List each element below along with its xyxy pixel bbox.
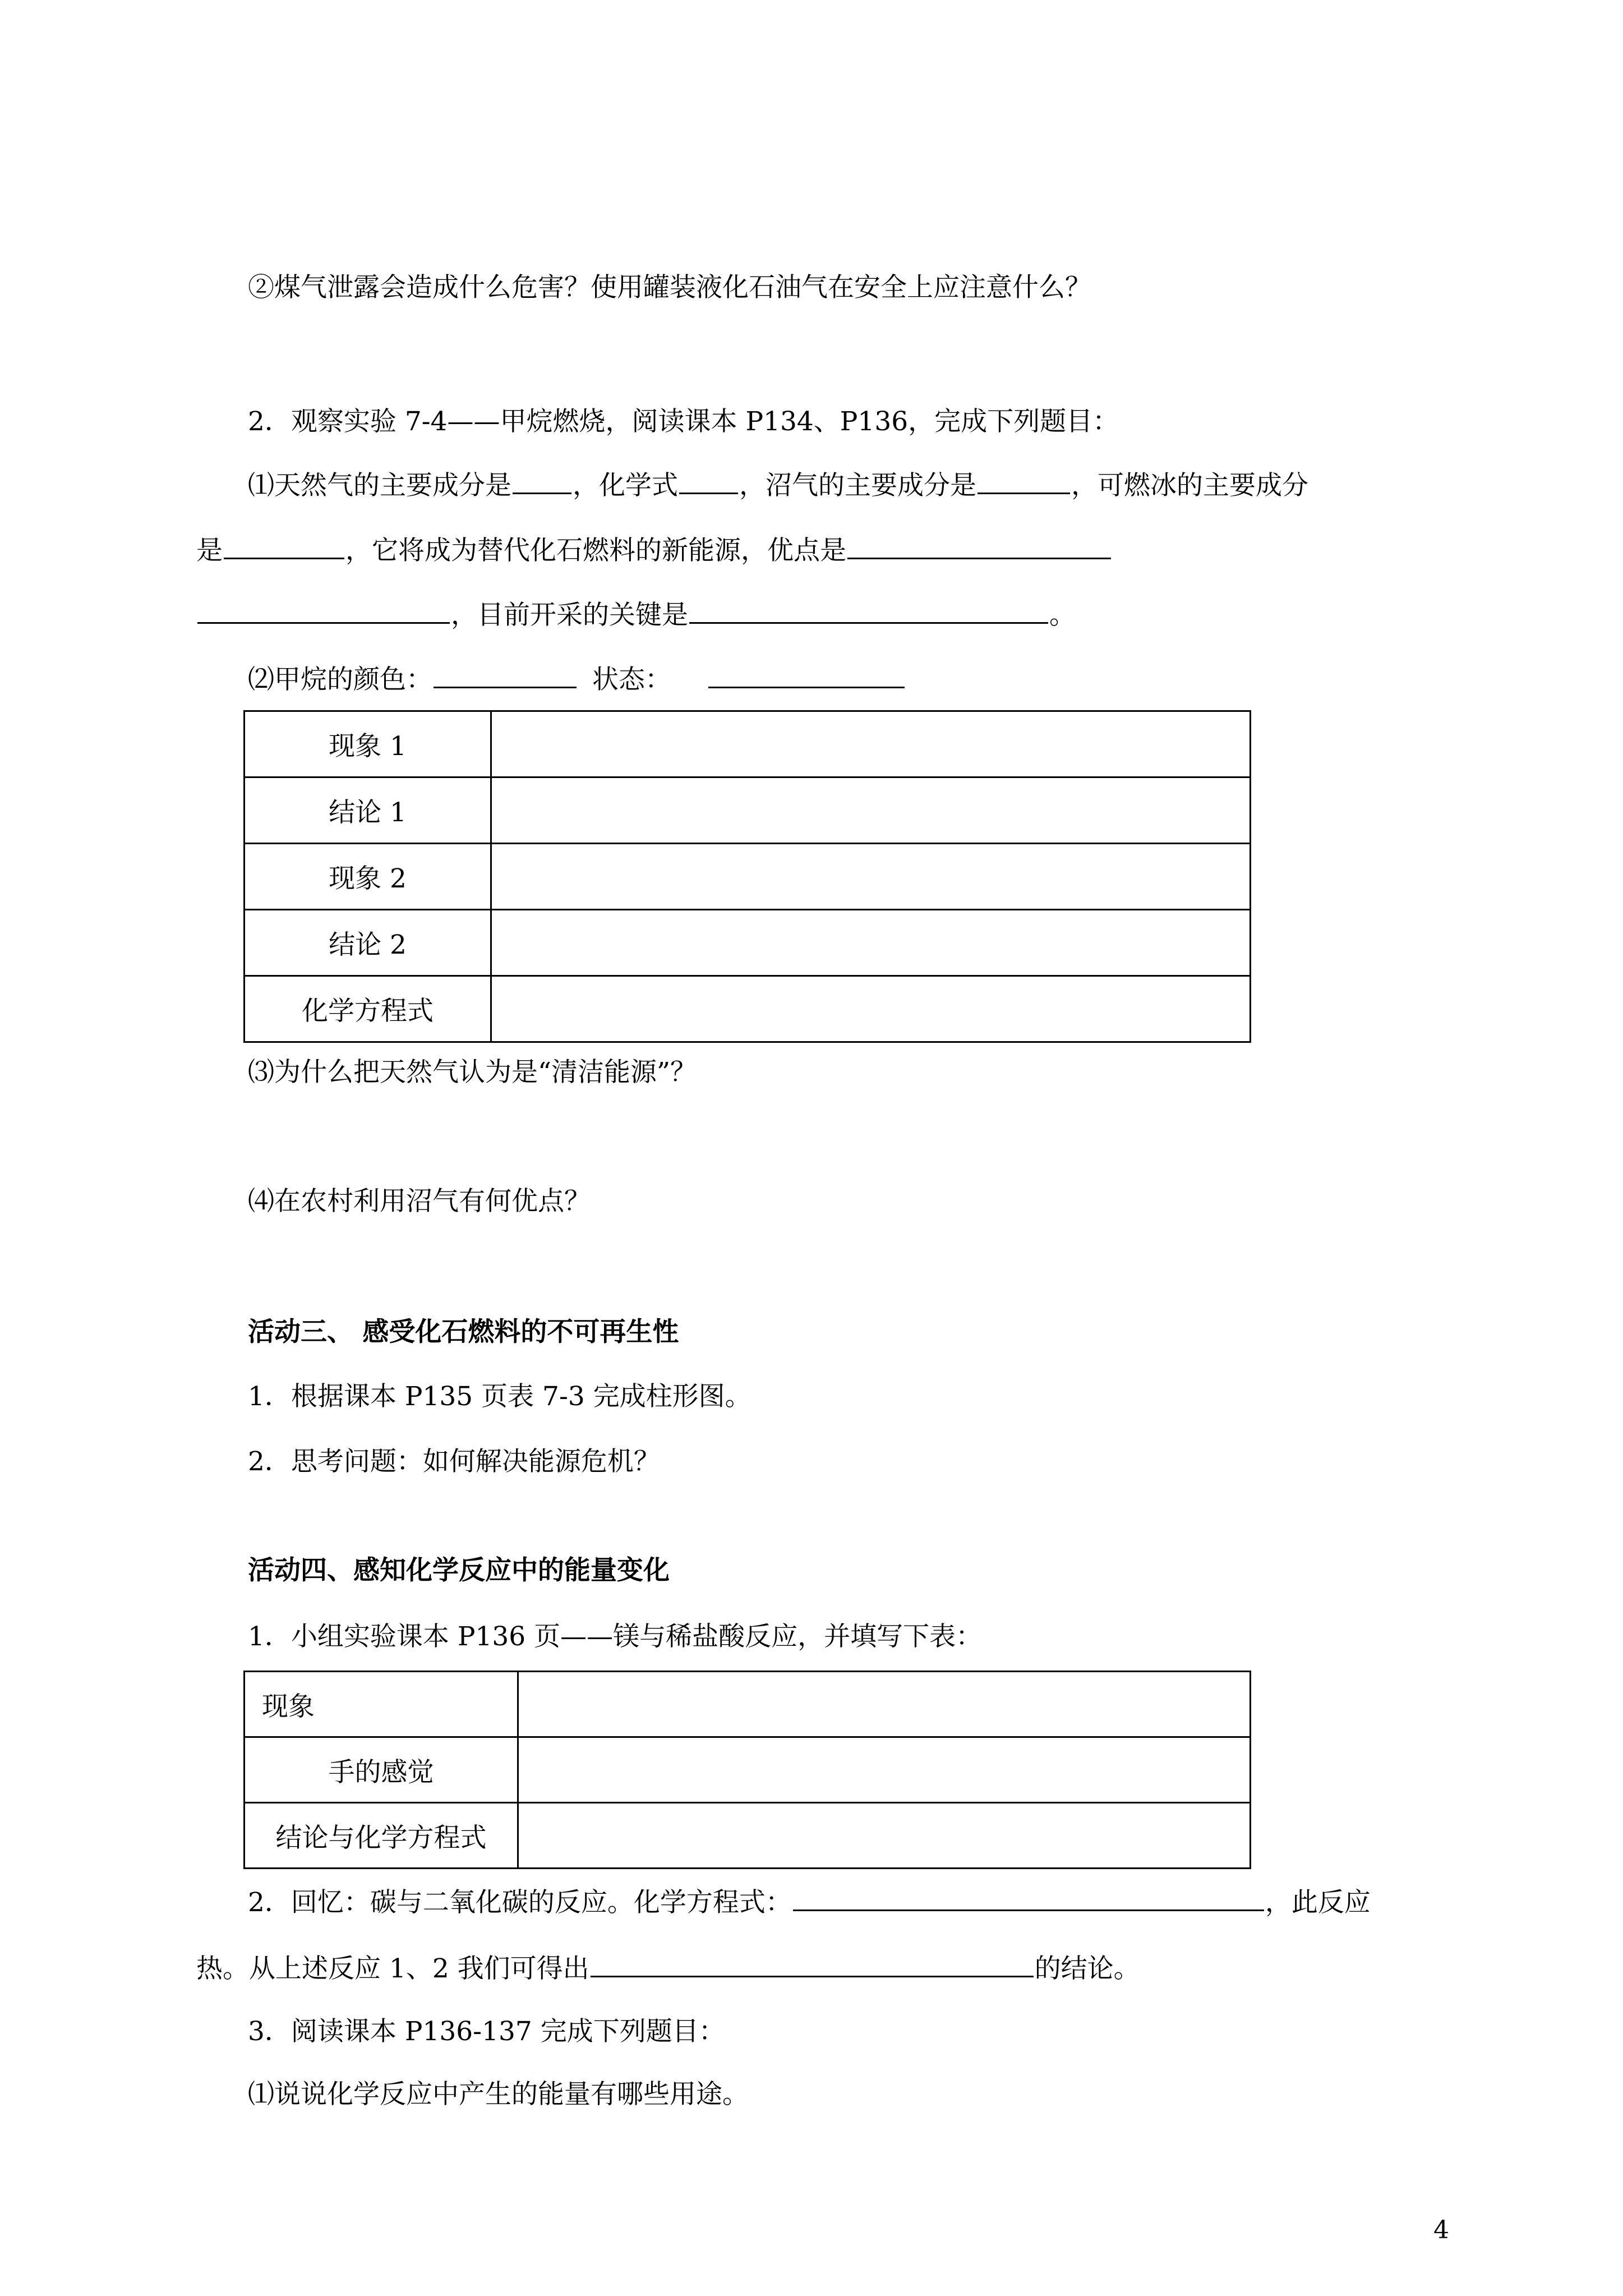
row-label: 现象 2 [245,844,491,910]
section-2-intro: 2．观察实验 7-4——甲烷燃烧，阅读课本 P134、P136，完成下列题目： [248,406,1119,437]
activity-4-item-3: 3．阅读课本 P136-137 完成下列题目： [248,2016,725,2047]
blank-equation[interactable] [793,1885,1264,1911]
row-label: 结论 2 [245,910,491,976]
activity-3-heading: 活动三、 感受化石燃料的不可再生性 [248,1317,679,1347]
table-row [245,1803,1251,1869]
activity-4-item-2-line-2: 热。从上述反应 1、2 我们可得出 的结论。 [196,1951,1140,1986]
row-label: 现象 1 [245,711,491,777]
question-gas-leak: ②煤气泄露会造成什么危害？使用罐装液化石油气在安全上应注意什么？ [248,272,1091,303]
question-1-line-2: 是 ，它将成为替代化石燃料的新能源，优点是 [196,533,1112,568]
row-label: 现象 [245,1672,518,1737]
question-4-biogas: ⑷在农村利用沼气有何优点？ [248,1186,591,1217]
methane-combustion-table [243,710,1251,1043]
blank-combustible-ice-component[interactable] [224,533,344,559]
blank-advantages[interactable] [847,533,1111,559]
activity-4-heading: 活动四、感知化学反应中的能量变化 [248,1555,670,1586]
blank-methane-state[interactable] [708,662,905,688]
answer-cell[interactable] [518,1672,1251,1737]
answer-cell[interactable] [491,844,1251,910]
question-1-line-3: ，目前开采的关键是 。 [196,597,1076,632]
activity-4-item-3-1: ⑴说说化学反应中产生的能量有哪些用途。 [248,2079,749,2110]
table-row [245,1672,1251,1737]
answer-cell[interactable] [491,910,1251,976]
answer-cell[interactable] [518,1737,1251,1803]
table-row [245,976,1251,1042]
blank-biogas-component[interactable] [978,468,1070,494]
row-label: 手的感觉 [245,1737,518,1803]
activity-4-item-2-line-1: 2．回忆：碳与二氧化碳的反应。化学方程式： ，此反应 [248,1885,1371,1920]
blank-chemical-formula[interactable] [679,468,738,494]
blank-mining-key[interactable] [689,597,1048,624]
activity-4-item-1: 1．小组实验课本 P136 页——镁与稀盐酸反应，并填写下表： [248,1621,983,1652]
table-row [245,711,1251,777]
question-2-line: ⑵甲烷的颜色： 状态： [248,662,906,697]
blank-advantages-continued[interactable] [197,597,450,624]
table-row [245,1737,1251,1803]
question-3-clean-energy: ⑶为什么把天然气认为是“清洁能源”？ [248,1057,697,1088]
activity-3-item-1: 1．根据课本 P135 页表 7-3 完成柱形图。 [248,1381,751,1412]
blank-conclusion[interactable] [591,1951,1034,1977]
magnesium-reaction-table [243,1671,1251,1869]
answer-cell[interactable] [518,1803,1251,1869]
blank-methane-color[interactable] [434,662,577,688]
table-row [245,844,1251,910]
page-number: 4 [1433,2216,1449,2244]
question-1-line-1: ⑴天然气的主要成分是 ，化学式 ，沼气的主要成分是 ，可燃冰的主要成分 [248,468,1308,503]
row-label: 化学方程式 [245,976,491,1042]
table-row [245,777,1251,844]
table-row [245,910,1251,976]
answer-cell[interactable] [491,711,1251,777]
row-label: 结论与化学方程式 [245,1803,518,1869]
blank-natural-gas-component[interactable] [513,468,571,494]
row-label: 结论 1 [245,777,491,844]
answer-cell[interactable] [491,976,1251,1042]
activity-3-item-2: 2．思考问题：如何解决能源危机？ [248,1446,660,1477]
answer-cell[interactable] [491,777,1251,844]
